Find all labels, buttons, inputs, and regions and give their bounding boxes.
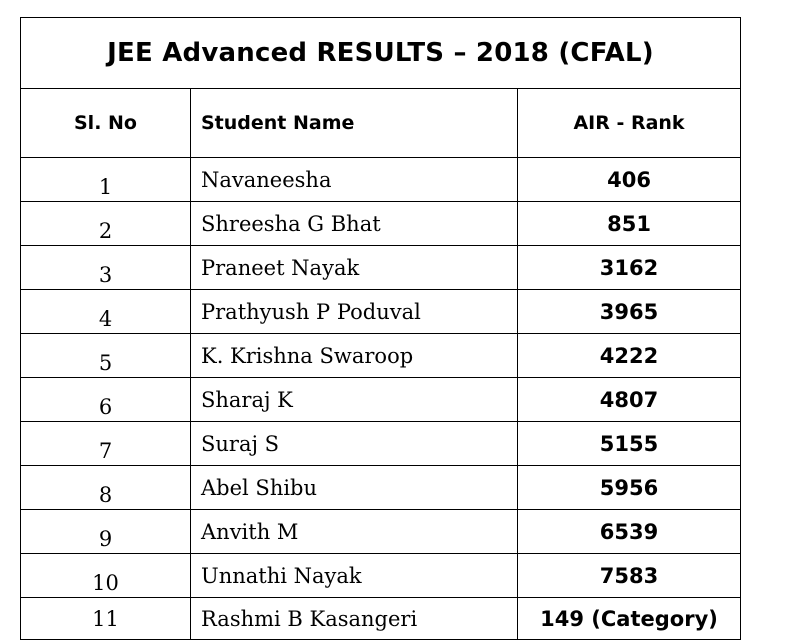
table-row [21, 158, 741, 202]
sl-no-cell: 6 [21, 378, 191, 422]
student-name-cell: Praneet Nayak [191, 246, 518, 290]
table-row [21, 290, 741, 334]
table-title: JEE Advanced RESULTS – 2018 (CFAL) [21, 18, 741, 89]
header-sl-no: Sl. No [21, 89, 191, 158]
sl-no-cell: 9 [21, 510, 191, 554]
air-rank-cell: 3965 [518, 290, 741, 334]
student-name-cell: Suraj S [191, 422, 518, 466]
sl-no-cell: 2 [21, 202, 191, 246]
air-rank-cell: 7583 [518, 554, 741, 598]
student-name-cell: Navaneesha [191, 158, 518, 202]
air-rank-cell: 4222 [518, 334, 741, 378]
header-air-rank: AIR - Rank [518, 89, 741, 158]
sl-no-cell: 4 [21, 290, 191, 334]
table-row [21, 422, 741, 466]
student-name-cell: Anvith M [191, 510, 518, 554]
student-name-cell: Abel Shibu [191, 466, 518, 510]
student-name-cell: Prathyush P Poduval [191, 290, 518, 334]
student-name-cell: Shreesha G Bhat [191, 202, 518, 246]
sl-no-cell: 7 [21, 422, 191, 466]
air-rank-cell: 5155 [518, 422, 741, 466]
table-row [21, 598, 741, 640]
air-rank-cell: 6539 [518, 510, 741, 554]
results-table [20, 17, 741, 640]
air-rank-cell: 406 [518, 158, 741, 202]
table-row [21, 378, 741, 422]
air-rank-cell: 149 (Category) [518, 598, 741, 640]
table-row [21, 510, 741, 554]
sl-no-cell: 1 [21, 158, 191, 202]
student-name-cell: K. Krishna Swaroop [191, 334, 518, 378]
sl-no-cell: 5 [21, 334, 191, 378]
table-row [21, 466, 741, 510]
air-rank-cell: 3162 [518, 246, 741, 290]
student-name-cell: Rashmi B Kasangeri [191, 598, 518, 640]
sl-no-cell: 3 [21, 246, 191, 290]
header-row [21, 89, 741, 158]
table-row [21, 554, 741, 598]
table-row [21, 246, 741, 290]
student-name-cell: Sharaj K [191, 378, 518, 422]
air-rank-cell: 851 [518, 202, 741, 246]
header-student-name: Student Name [191, 89, 518, 158]
air-rank-cell: 4807 [518, 378, 741, 422]
sl-no-cell: 8 [21, 466, 191, 510]
title-row [21, 18, 741, 89]
student-name-cell: Unnathi Nayak [191, 554, 518, 598]
sl-no-cell: 10 [21, 554, 191, 598]
table-row [21, 202, 741, 246]
air-rank-cell: 5956 [518, 466, 741, 510]
table-row [21, 334, 741, 378]
sl-no-cell: 11 [21, 598, 191, 640]
